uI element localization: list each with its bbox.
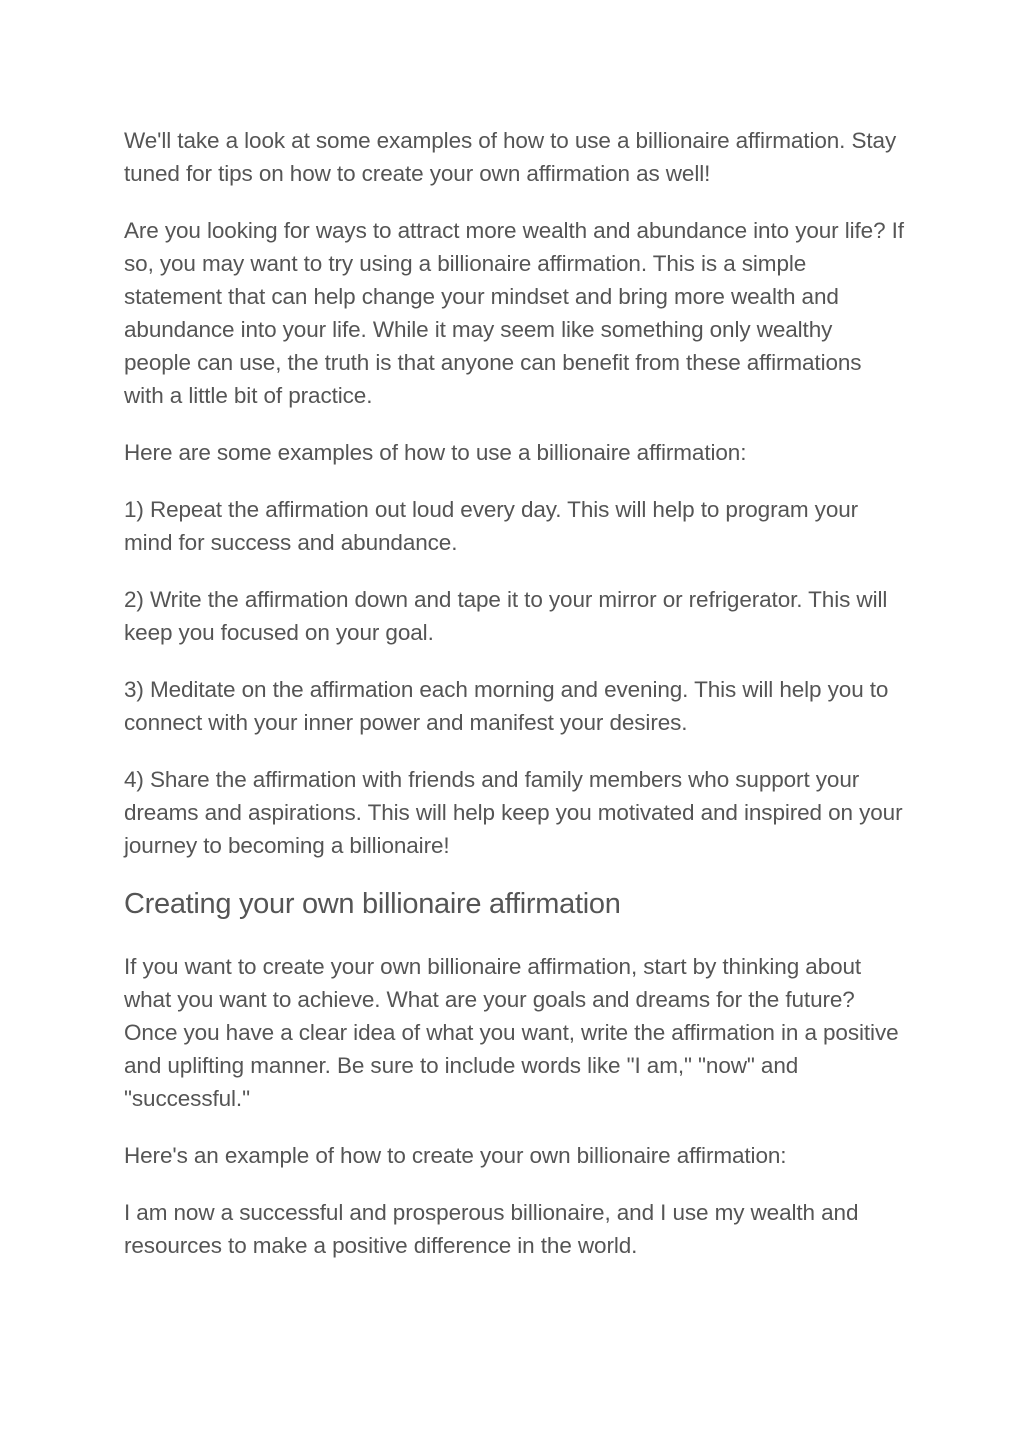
example-intro-paragraph: Here's an example of how to create your own billionaire affirmation: <box>124 1143 787 1168</box>
example-item-1: 1) Repeat the affirmation out loud every day. This will help to program your mind for success and abundance. <box>124 497 859 555</box>
example-item-2: 2) Write the affirmation down and tape it to your mirror or refrigerator. This will keep you focused on your goal. <box>124 587 888 645</box>
example-item-4: 4) Share the affirmation with friends and family members who support your dreams and aspirations. This will help keep you motivated and inspired on your journey to becoming a billionaire! <box>124 767 903 858</box>
section-heading: Creating your own billionaire affirmation <box>124 888 621 920</box>
create-paragraph: If you want to create your own billionaire affirmation, start by thinking about what you want to achieve. What are your goals and dreams for the future? Once you have a clear idea of what you want, write the affirmation in a positive and uplifting manner. Be sure to include words like "I am," "now" and "successful." <box>124 954 899 1111</box>
document-page <box>124 124 904 1286</box>
wealth-paragraph: Are you looking for ways to attract more wealth and abundance into your life? If so, you may want to try using a billionaire affirmation. This is a simple statement that can help change your mindset and bring more wealth and abundance into your life. While it may seem like something only wealthy people can use, the truth is that anyone can benefit from these affirmations with a little bit of practice. <box>124 218 904 408</box>
example-item-3: 3) Meditate on the affirmation each morning and evening. This will help you to connect with your inner power and manifest your desires. <box>124 677 889 735</box>
examples-intro-paragraph: Here are some examples of how to use a billionaire affirmation: <box>124 440 747 465</box>
example-affirmation-paragraph: I am now a successful and prosperous billionaire, and I use my wealth and resources to make a positive difference in the world. <box>124 1200 859 1258</box>
intro-paragraph: We'll take a look at some examples of how to use a billionaire affirmation. Stay tuned for tips on how to create your own affirmation as well! <box>124 128 897 186</box>
